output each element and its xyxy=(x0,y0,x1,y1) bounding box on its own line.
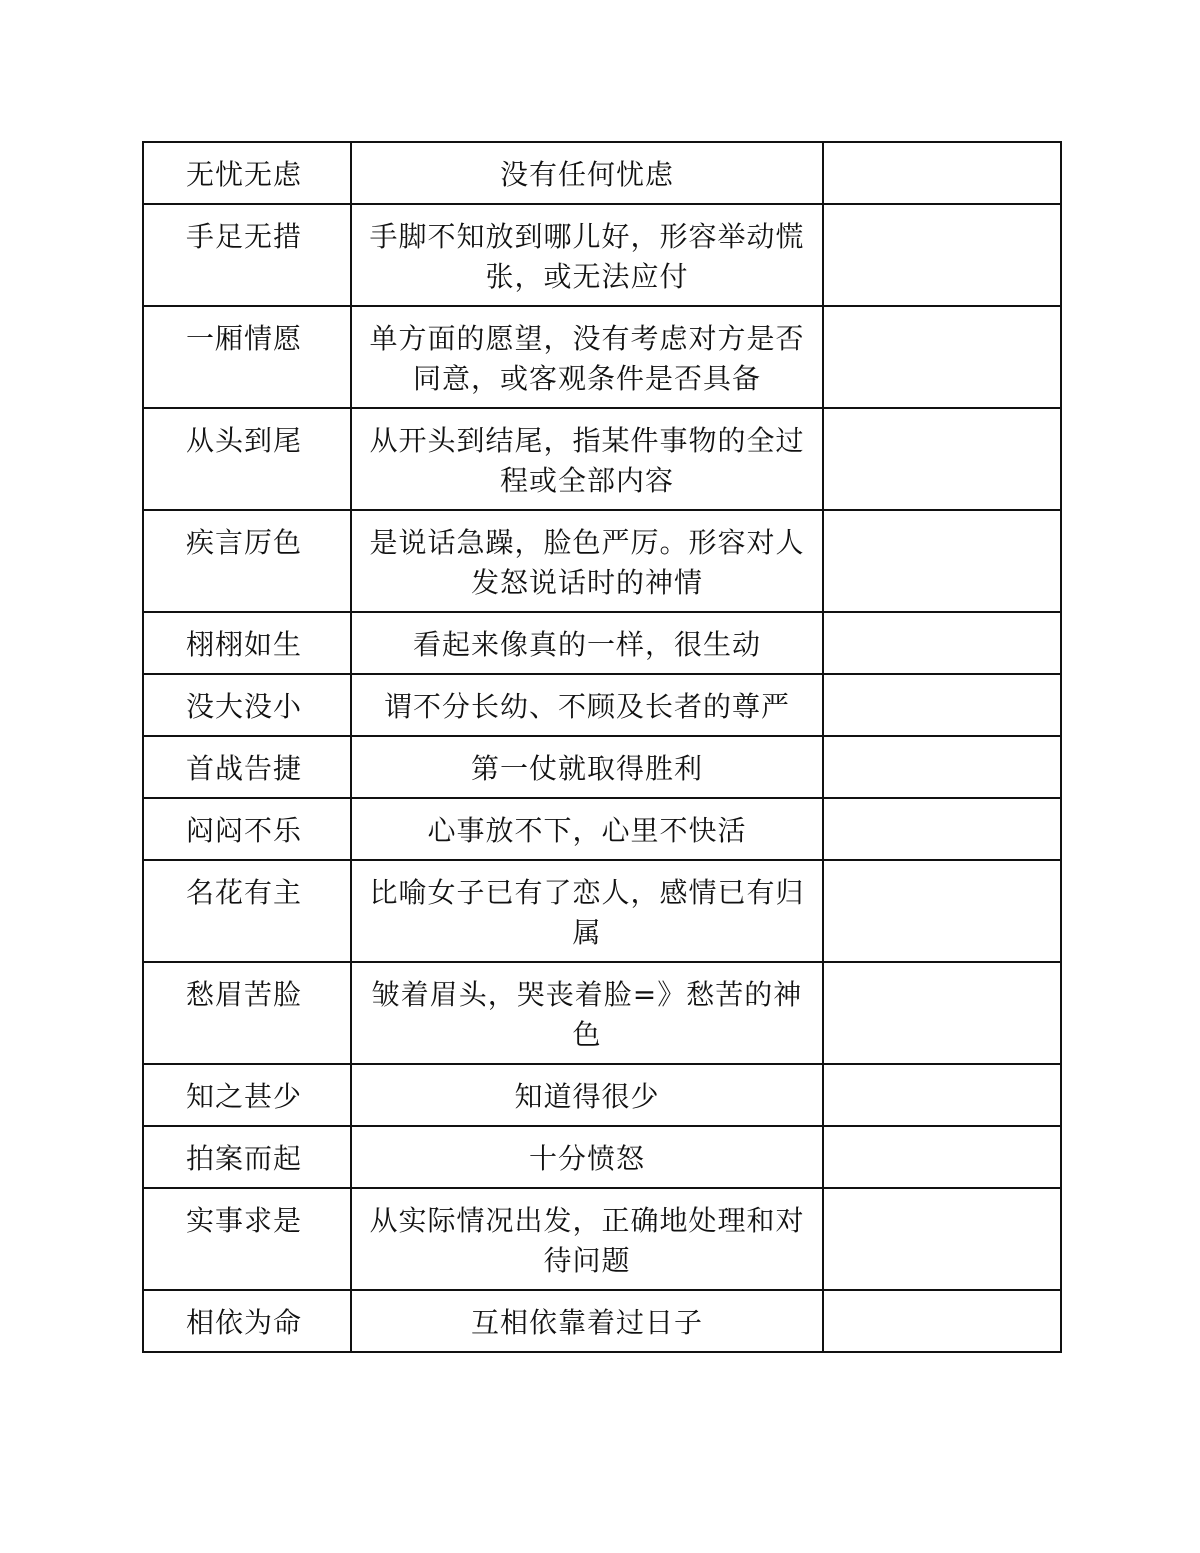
idiom-cell: 没大没小 xyxy=(143,674,351,736)
table-row xyxy=(143,408,1061,510)
idiom-cell: 无忧无虑 xyxy=(143,142,351,204)
meaning-cell: 知道得很少 xyxy=(351,1064,823,1126)
table-row xyxy=(143,962,1061,1064)
meaning-cell: 十分愤怒 xyxy=(351,1126,823,1188)
idiom-table xyxy=(142,141,1062,1353)
table-row xyxy=(143,674,1061,736)
table-row xyxy=(143,306,1061,408)
meaning-cell: 看起来像真的一样，很生动 xyxy=(351,612,823,674)
table-row xyxy=(143,142,1061,204)
idiom-cell: 从头到尾 xyxy=(143,408,351,510)
blank-cell xyxy=(823,510,1061,612)
meaning-cell: 从实际情况出发，正确地处理和对待问题 xyxy=(351,1188,823,1290)
table-row xyxy=(143,860,1061,962)
idiom-cell: 栩栩如生 xyxy=(143,612,351,674)
blank-cell xyxy=(823,306,1061,408)
idiom-cell: 愁眉苦脸 xyxy=(143,962,351,1064)
idiom-cell: 知之甚少 xyxy=(143,1064,351,1126)
idiom-table-body xyxy=(143,142,1061,1352)
meaning-cell: 从开头到结尾，指某件事物的全过程或全部内容 xyxy=(351,408,823,510)
blank-cell xyxy=(823,1188,1061,1290)
meaning-cell: 是说话急躁，脸色严厉。形容对人发怒说话时的神情 xyxy=(351,510,823,612)
blank-cell xyxy=(823,1290,1061,1352)
idiom-cell: 手足无措 xyxy=(143,204,351,306)
meaning-cell: 没有任何忧虑 xyxy=(351,142,823,204)
idiom-cell: 拍案而起 xyxy=(143,1126,351,1188)
idiom-cell: 一厢情愿 xyxy=(143,306,351,408)
table-row xyxy=(143,798,1061,860)
table-row xyxy=(143,204,1061,306)
blank-cell xyxy=(823,142,1061,204)
table-row xyxy=(143,1064,1061,1126)
idiom-cell: 疾言厉色 xyxy=(143,510,351,612)
blank-cell xyxy=(823,408,1061,510)
table-row xyxy=(143,612,1061,674)
blank-cell xyxy=(823,612,1061,674)
blank-cell xyxy=(823,674,1061,736)
meaning-cell: 皱着眉头，哭丧着脸=》愁苦的神色 xyxy=(351,962,823,1064)
meaning-cell: 比喻女子已有了恋人，感情已有归属 xyxy=(351,860,823,962)
table-row xyxy=(143,1290,1061,1352)
blank-cell xyxy=(823,204,1061,306)
idiom-cell: 实事求是 xyxy=(143,1188,351,1290)
table-row xyxy=(143,1126,1061,1188)
table-row xyxy=(143,1188,1061,1290)
idiom-cell: 闷闷不乐 xyxy=(143,798,351,860)
blank-cell xyxy=(823,1126,1061,1188)
blank-cell xyxy=(823,1064,1061,1126)
meaning-cell: 手脚不知放到哪儿好，形容举动慌张，或无法应付 xyxy=(351,204,823,306)
idiom-cell: 名花有主 xyxy=(143,860,351,962)
meaning-cell: 互相依靠着过日子 xyxy=(351,1290,823,1352)
blank-cell xyxy=(823,962,1061,1064)
meaning-cell: 第一仗就取得胜利 xyxy=(351,736,823,798)
blank-cell xyxy=(823,860,1061,962)
meaning-cell: 单方面的愿望，没有考虑对方是否同意，或客观条件是否具备 xyxy=(351,306,823,408)
meaning-cell: 心事放不下，心里不快活 xyxy=(351,798,823,860)
idiom-cell: 首战告捷 xyxy=(143,736,351,798)
table-row xyxy=(143,510,1061,612)
blank-cell xyxy=(823,798,1061,860)
idiom-cell: 相依为命 xyxy=(143,1290,351,1352)
blank-cell xyxy=(823,736,1061,798)
table-row xyxy=(143,736,1061,798)
meaning-cell: 谓不分长幼、不顾及长者的尊严 xyxy=(351,674,823,736)
